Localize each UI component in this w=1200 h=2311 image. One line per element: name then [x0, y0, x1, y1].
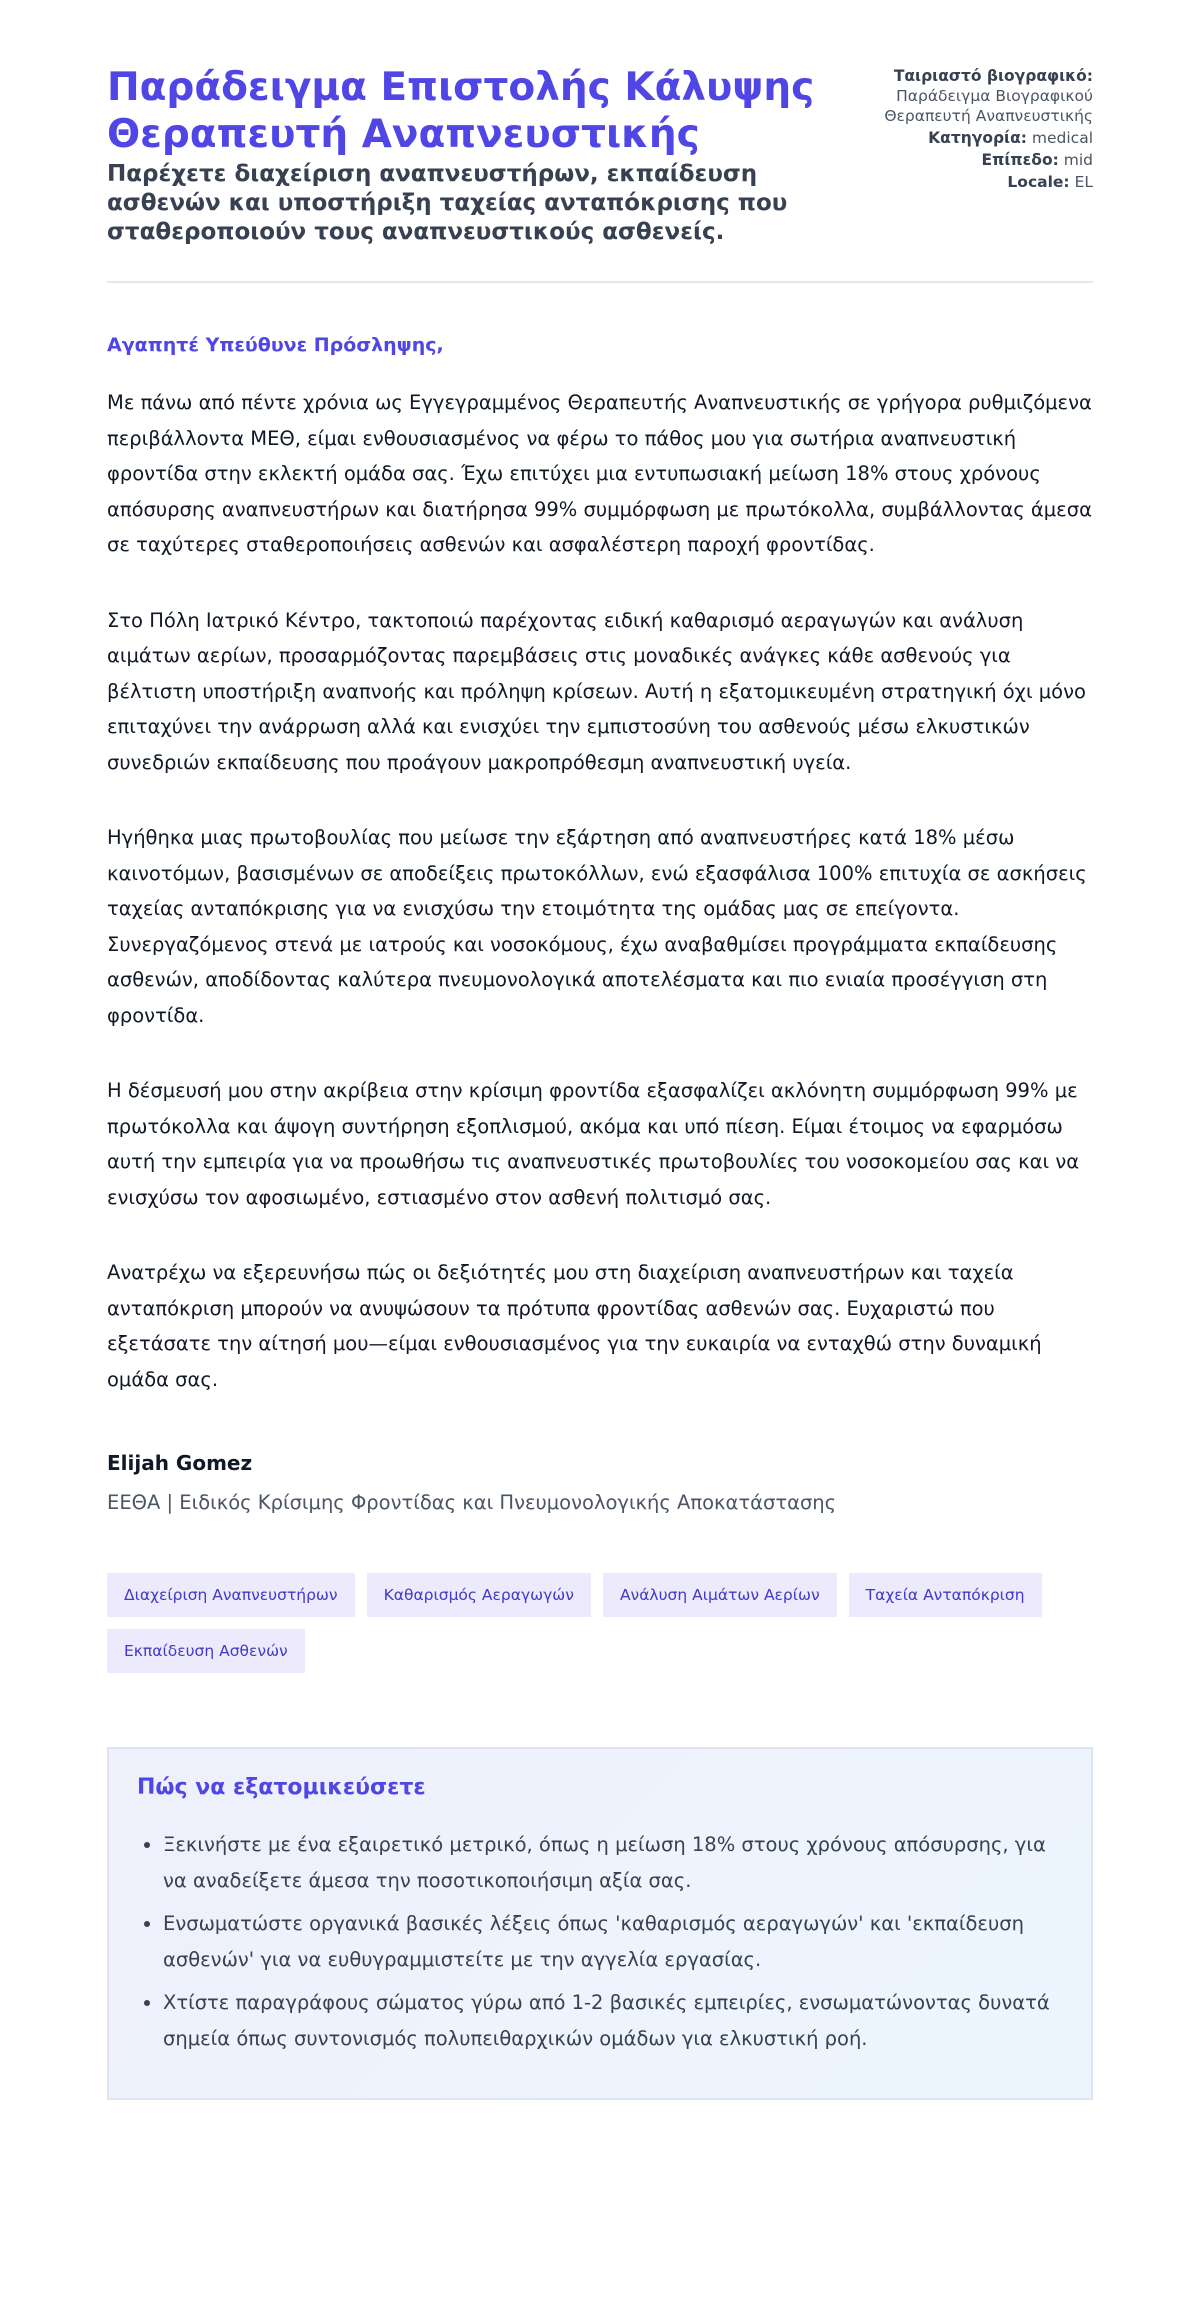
- page-title: Παράδειγμα Επιστολής Κάλυψης Θεραπευτή Αναπνευστικής: [107, 65, 815, 157]
- header-titles: [107, 64, 847, 247]
- meta-category: [873, 128, 1093, 148]
- skill-tag: Καθαρισμός Αεραγωγών: [367, 1573, 591, 1617]
- skill-tag: Ανάλυση Αιμάτων Αερίων: [603, 1573, 837, 1617]
- meta-locale: [873, 172, 1093, 192]
- letter-paragraph: Με πάνω από πέντε χρόνια ως Εγγεγραμμένος Θεραπευτής Αναπνευστικής σε γρήγορα ρυθμιζόμενα περιβάλλοντα ΜΕΘ, είμαι ενθουσιασμένος να φέρω το πάθος μου για σωτήρια αναπνευστική φροντίδα στην εκλεκτή ομάδα σας. Έχω επιτύχει μια εντυπωσιακή μείωση 18% στους χρόνους απόσυρσης αναπνευστήρων και διατήρησα 99% συμμόρφωση με πρωτόκολλα, συμβάλλοντας άμεσα σε ταχύτερες σταθεροποιήσεις ασθενών και ασφαλέστερη παροχή φροντίδας.: [107, 391, 1092, 556]
- signature-title: ΕΕΘΑ | Ειδικός Κρίσιμης Φροντίδας και Πνευμονολογικής Αποκατάστασης: [107, 1491, 837, 1514]
- letter-paragraph: Η δέσμευσή μου στην ακρίβεια στην κρίσιμη φροντίδα εξασφαλίζει ακλόνητη συμμόρφωση 99% με πρωτόκολλα και άψογη συντήρηση εξοπλισμού, ακόμα και υπό πίεση. Είμαι έτοιμος να εφαρμόσω αυτή την εμπειρία για να προωθήσω τις αναπνευστικές πρωτοβουλίες του νοσοκομείου σας και να ενισχύσω τον αφοσιωμένο, εστιασμένο στον ασθενή πολιτισμό σας.: [107, 1079, 1080, 1209]
- document-header: [107, 64, 1093, 283]
- meta-locale-value: EL: [1074, 173, 1093, 191]
- letter-greeting: Αγαπητέ Υπεύθυνε Πρόσληψης,: [107, 334, 444, 356]
- letter-paragraph: Ηγήθηκα μιας πρωτοβουλίας που μείωσε την εξάρτηση από αναπνευστήρες κατά 18% μέσω καινοτόμων, βασισμένων σε αποδείξεις πρωτοκόλλων, ενώ εξασφάλισα 100% επιτυχία σε ασκήσεις ταχείας ανταπόκρισης για να ενισχύσω την ετοιμότητα της ομάδας μας σε επείγοντα. Συνεργαζόμενος στενά με ιατρούς και νοσοκόμους, έχω αναβαθμίσει προγράμματα εκπαίδευσης ασθενών, αποδίδοντας καλύτερα πνευμονολογικά αποτελέσματα και πιο ενιαία προσέγγιση στη φροντίδα.: [107, 826, 1087, 1027]
- meta-level: [873, 150, 1093, 170]
- meta-locale-label: Locale:: [1007, 173, 1070, 191]
- signature-name: Elijah Gomez: [107, 1451, 253, 1475]
- skill-tag: Ταχεία Ανταπόκριση: [849, 1573, 1042, 1617]
- meta-resume-link[interactable]: Παράδειγμα Βιογραφικού Θεραπευτή Αναπνευστικής: [884, 87, 1093, 125]
- page-subtitle: Παρέχετε διαχείριση αναπνευστήρων, εκπαίδευση ασθενών και υποστήριξη ταχείας ανταπόκρισης που σταθεροποιούν τους αναπνευστικούς ασθενείς.: [107, 161, 788, 245]
- meta-category-value: medical: [1031, 129, 1093, 147]
- tip-item: • Ξεκινήστε με ένα εξαιρετικό μετρικό, όπως η μείωση 18% στους χρόνους απόσυρσης, για να αναδείξετε άμεσα την ποσοτικοποιήσιμη αξία σας.: [163, 1827, 1063, 1898]
- skill-tag: Διαχείριση Αναπνευστήρων: [107, 1573, 355, 1617]
- tips-title: Πώς να εξατομικεύσετε: [137, 1775, 426, 1800]
- meta-level-value: mid: [1063, 151, 1093, 169]
- meta-category-label: Κατηγορία:: [928, 129, 1027, 147]
- tips-list: [137, 1827, 1063, 2056]
- meta-panel: [873, 64, 1093, 194]
- letter-paragraph: Ανατρέχω να εξερευνήσω πώς οι δεξιότητές μου στη διαχείριση αναπνευστήρων και ταχεία ανταπόκριση μπορούν να ανυψώσουν τα πρότυπα φροντίδας ασθενών σας. Ευχαριστώ που εξετάσατε την αίτησή μου—είμαι ενθουσιασμένος για την ευκαιρία να ενταχθώ στην δυναμική ομάδα σας.: [107, 1261, 1042, 1391]
- meta-resume: [873, 66, 1093, 126]
- customization-tips-box: [107, 1747, 1093, 2100]
- tip-item: • Χτίστε παραγράφους σώματος γύρω από 1-2 βασικές εμπειρίες, ενσωματώνοντας δυνατά σημεία όπως συντονισμός πολυπειθαρχικών ομάδων για ελκυστική ροή.: [163, 1985, 1063, 2056]
- tip-item: • Ενσωματώστε οργανικά βασικές λέξεις όπως 'καθαρισμός αεραγωγών' και 'εκπαίδευση ασθενών' για να ευθυγραμμιστείτε με την αγγελία εργασίας.: [163, 1906, 1063, 1977]
- meta-level-label: Επίπεδο:: [981, 151, 1059, 169]
- meta-resume-label: Ταιριαστό βιογραφικό:: [893, 67, 1093, 85]
- signature-block: [107, 1449, 1093, 1517]
- letter-paragraph: Στο Πόλη Ιατρικό Κέντρο, τακτοποιώ παρέχοντας ειδική καθαρισμό αεραγωγών και ανάλυση αιμάτων αερίων, προσαρμόζοντας παρεμβάσεις στις μοναδικές ανάγκες κάθε ασθενούς για βέλτιστη υποστήριξη αναπνοής και πρόληψη κρίσεων. Αυτή η εξατομικευμένη στρατηγική όχι μόνο επιταχύνει την ανάρρωση αλλά και ενισχύει την εμπιστοσύνη του ασθενούς μέσω ελκυστικών συνεδριών εκπαίδευσης που προάγουν μακροπρόθεσμη αναπνευστική υγεία.: [107, 608, 1086, 774]
- skill-tags: [107, 1573, 1097, 1673]
- skill-tag: Εκπαίδευση Ασθενών: [107, 1629, 305, 1673]
- letter-body: [107, 385, 1093, 1397]
